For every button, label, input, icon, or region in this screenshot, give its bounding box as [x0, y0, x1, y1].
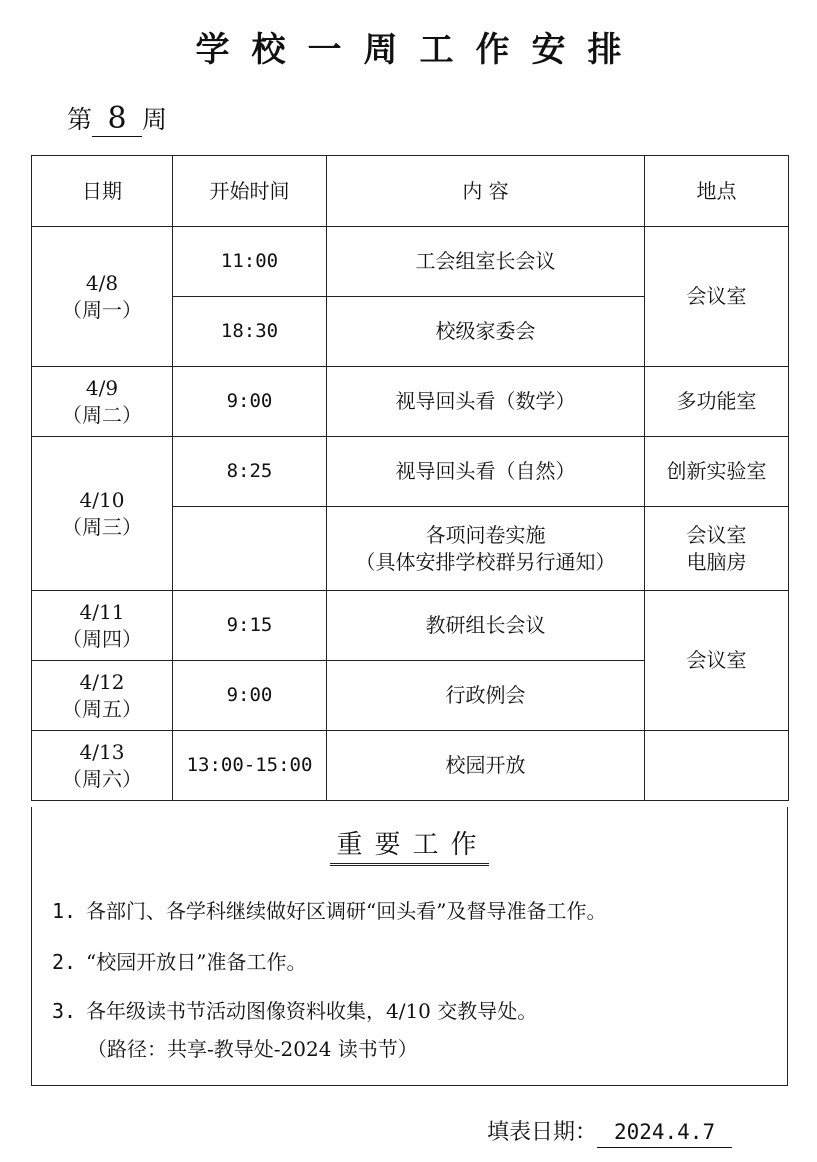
content-cell: 校级家委会	[327, 297, 645, 367]
content-cell: 工会组室长会议	[327, 227, 645, 297]
location-cell	[645, 731, 789, 801]
location-cell: 多功能室	[645, 367, 789, 437]
week-suffix: 周	[142, 105, 168, 134]
date-text: 4/8	[85, 270, 119, 295]
weekday-text: （周四）	[62, 626, 142, 651]
item-subtext: （路径：共享-教导处-2024 读书节）	[87, 1037, 418, 1061]
date-text: 4/9	[85, 375, 119, 400]
location-text-2: 电脑房	[686, 549, 747, 574]
header-date: 日期	[32, 156, 173, 227]
content-text: 各项问卷实施	[425, 522, 546, 547]
date-cell	[32, 437, 173, 591]
table-header-row	[32, 156, 789, 227]
location-text: 会议室	[686, 522, 747, 547]
date-text: 4/12	[79, 669, 125, 694]
week-indicator	[67, 100, 167, 140]
important-work-section	[31, 807, 788, 1086]
item-number: 1.	[52, 899, 77, 923]
table-row	[32, 437, 789, 507]
time-cell	[173, 507, 327, 591]
fill-date-label: 填表日期：	[487, 1120, 598, 1145]
time-cell: 13:00-15:00	[173, 731, 327, 801]
content-cell	[327, 507, 645, 591]
date-cell	[32, 661, 173, 731]
week-number: 8	[92, 102, 142, 137]
content-cell: 校园开放	[327, 731, 645, 801]
fill-date	[487, 1117, 732, 1148]
time-cell: 18:30	[173, 297, 327, 367]
page-title: 学校一周工作安排	[195, 30, 644, 70]
important-work-title: 重要工作	[330, 827, 488, 866]
content-note: （具体安排学校群另行通知）	[355, 549, 616, 574]
table-row	[32, 591, 789, 661]
weekday-text: （周六）	[62, 766, 142, 791]
item-text: “校园开放日”准备工作。	[86, 950, 307, 974]
header-start-time: 开始时间	[173, 156, 327, 227]
item-text: 各年级读书节活动图像资料收集，4/10 交教导处。	[86, 999, 538, 1023]
table-row	[32, 731, 789, 801]
header-location: 地点	[645, 156, 789, 227]
date-cell	[32, 731, 173, 801]
content-cell: 视导回头看（自然）	[327, 437, 645, 507]
header-content: 内 容	[327, 156, 645, 227]
table-row	[32, 367, 789, 437]
date-text: 4/13	[79, 739, 125, 764]
time-cell: 8:25	[173, 437, 327, 507]
date-cell	[32, 591, 173, 661]
content-cell: 教研组长会议	[327, 591, 645, 661]
content-cell: 视导回头看（数学）	[327, 367, 645, 437]
date-text: 4/11	[79, 599, 125, 624]
location-cell: 创新实验室	[645, 437, 789, 507]
weekday-text: （周三）	[62, 514, 142, 539]
item-number: 2.	[52, 950, 77, 974]
time-cell: 11:00	[173, 227, 327, 297]
table-row	[32, 227, 789, 297]
weekday-text: （周一）	[62, 297, 142, 322]
location-cell: 会议室	[645, 591, 789, 731]
fill-date-value: 2024.4.7	[597, 1117, 732, 1148]
date-text: 4/10	[79, 487, 125, 512]
content-cell: 行政例会	[327, 661, 645, 731]
week-prefix: 第	[67, 105, 93, 134]
time-cell: 9:00	[173, 661, 327, 731]
date-cell	[32, 367, 173, 437]
item-text: 各部门、各学科继续做好区调研“回头看”及督导准备工作。	[86, 899, 607, 923]
weekday-text: （周五）	[62, 696, 142, 721]
item-number: 3.	[52, 999, 77, 1023]
date-cell	[32, 227, 173, 367]
location-cell: 会议室	[645, 227, 789, 367]
weekday-text: （周二）	[62, 402, 142, 427]
list-item	[52, 897, 606, 925]
time-cell: 9:00	[173, 367, 327, 437]
list-item	[52, 948, 306, 976]
schedule-table	[31, 155, 789, 801]
list-item	[52, 997, 537, 1025]
time-cell: 9:15	[173, 591, 327, 661]
location-cell	[645, 507, 789, 591]
